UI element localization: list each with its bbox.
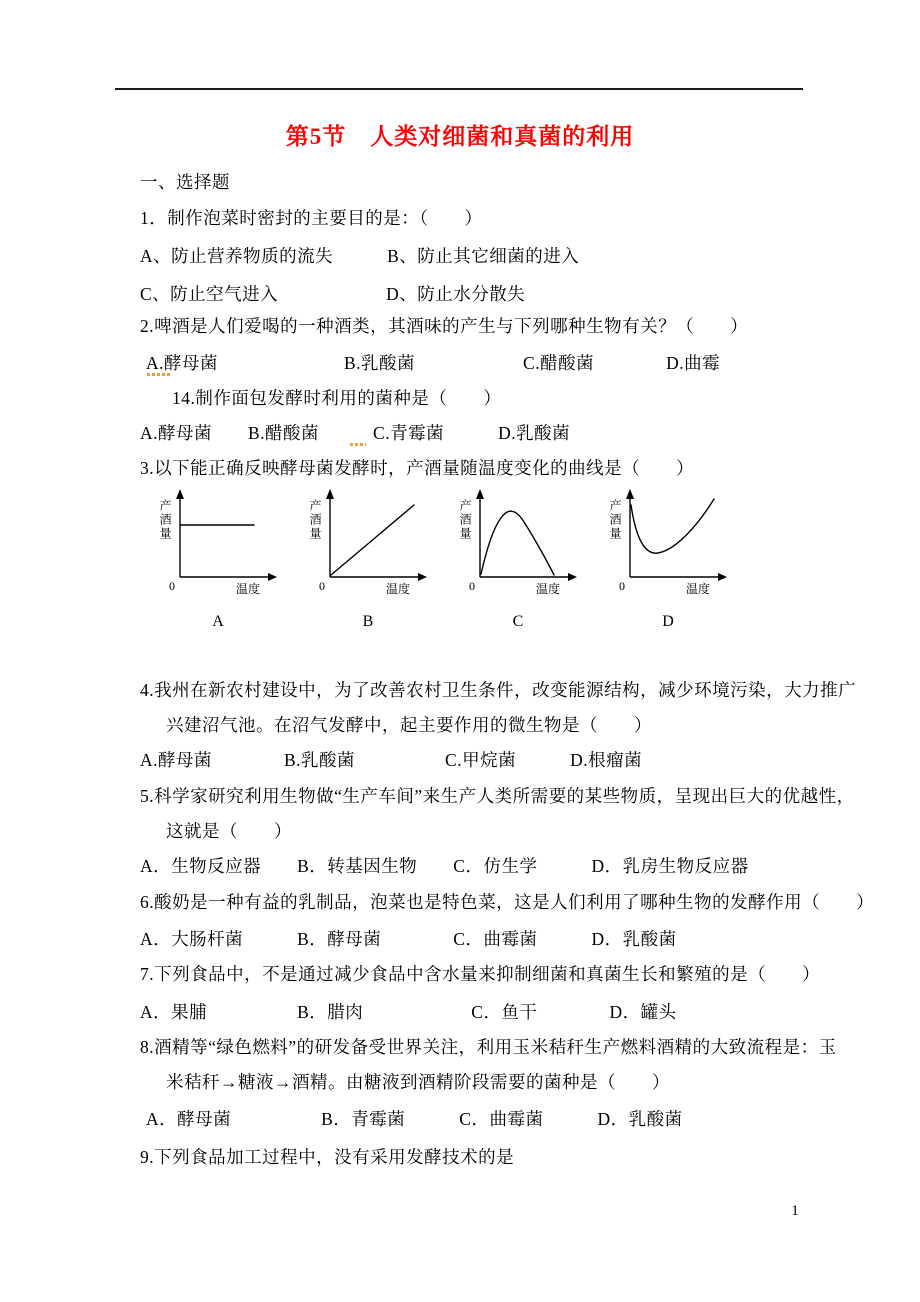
question-6-options: A．大肠杆菌 B．酵母菌 C．曲霉菌 D．乳酸菌: [140, 929, 677, 949]
question-14: 14.制作面包发酵时利用的菌种是（ ）: [172, 388, 502, 408]
x-axis-title: 温度: [686, 582, 711, 596]
spellcheck-underline: [147, 373, 171, 376]
origin-label: 0: [619, 579, 625, 593]
chart-option-c: [450, 487, 586, 637]
y-axis-label: 产酒量: [458, 499, 472, 541]
x-axis-title: 温度: [536, 582, 561, 596]
chart-letter: A: [212, 613, 224, 630]
question-2-options: A.酵母菌 B.乳酸菌 C.醋酸菌 D.曲霉: [146, 353, 721, 373]
section-header: 一、选择题: [140, 172, 230, 192]
question-4-line1: 4.我州在新农村建设中，为了改善农村卫生条件，改变能源结构，减少环境污染，大力推广: [140, 680, 857, 700]
question-4-line2: 兴建沼气池。在沼气发酵中，起主要作用的微生物是（ ）: [166, 715, 652, 735]
y-axis-arrow-icon: [176, 489, 184, 499]
y-axis-arrow-icon: [476, 489, 484, 499]
x-axis-arrow-icon: [718, 573, 727, 581]
x-axis-arrow-icon: [568, 573, 577, 581]
chart-letter: C: [512, 613, 524, 630]
curve-d: [631, 499, 714, 553]
curve-b: [331, 505, 414, 575]
y-axis-label: 产酒量: [308, 499, 322, 541]
x-axis-title: 温度: [386, 582, 411, 596]
y-axis-arrow-icon: [326, 489, 334, 499]
curve-c: [481, 511, 554, 575]
question-1-options-ab: A、防止营养物质的流失 B、防止其它细菌的进入: [140, 246, 580, 266]
question-3: 3.以下能正确反映酵母菌发酵时，产酒量随温度变化的曲线是（ ）: [140, 458, 695, 478]
question-7-options: A．果脯 B．腊肉 C．鱼干 D．罐头: [140, 1002, 677, 1022]
question-7: 7.下列食品中，不是通过减少食品中含水量来抑制细菌和真菌生长和繁殖的是（ ）: [140, 964, 821, 984]
question-8-options: A．酵母菌 B．青霉菌 C．曲霉菌 D．乳酸菌: [146, 1109, 683, 1129]
question-14-options: A.酵母菌 B.醋酸菌 C.青霉菌 D.乳酸菌: [140, 423, 571, 443]
x-axis-title: 温度: [236, 582, 261, 596]
question-3-option-charts: [150, 487, 736, 637]
origin-label: 0: [319, 579, 325, 593]
question-5-line1: 5.科学家研究利用生物做“生产车间”来生产人类所需要的某些物质，呈现出巨大的优越性，: [140, 786, 855, 806]
x-axis-arrow-icon: [418, 573, 427, 581]
chart-letter: B: [362, 613, 374, 630]
spellcheck-underline: [350, 443, 366, 446]
question-8-line1: 8.酒精等“绿色燃料”的研发备受世界关注，利用玉米秸秆生产燃料酒精的大致流程是：玉: [140, 1037, 837, 1057]
chart-option-a: [150, 487, 286, 637]
origin-label: 0: [469, 579, 475, 593]
question-9: 9.下列食品加工过程中，没有采用发酵技术的是: [140, 1147, 515, 1167]
question-2: 2.啤酒是人们爱喝的一种酒类，其酒味的产生与下列哪种生物有关？（ ）: [140, 316, 749, 336]
question-5-line2: 这就是（ ）: [166, 821, 292, 841]
question-1-options-cd: C、防止空气进入 D、防止水分散失: [140, 284, 526, 304]
chart-option-d: [600, 487, 736, 637]
page-number: 1: [791, 1203, 799, 1219]
x-axis-arrow-icon: [268, 573, 277, 581]
chart-option-b: [300, 487, 436, 637]
header-rule: [115, 88, 803, 90]
question-6: 6.酸奶是一种有益的乳制品，泡菜也是特色菜，这是人们利用了哪种生物的发酵作用（ ）: [140, 892, 875, 912]
question-1: 1．制作泡菜时密封的主要目的是：（ ）: [140, 208, 483, 228]
y-axis-label: 产酒量: [158, 499, 172, 541]
question-4-options: A.酵母菌 B.乳酸菌 C.甲烷菌 D.根瘤菌: [140, 750, 643, 770]
page-title: 第5节 人类对细菌和真菌的利用: [285, 124, 635, 149]
origin-label: 0: [169, 579, 175, 593]
y-axis-arrow-icon: [626, 489, 634, 499]
y-axis-label: 产酒量: [608, 499, 622, 541]
chart-letter: D: [662, 613, 674, 630]
question-8-line2: 米秸秆→糖液→酒精。由糖液到酒精阶段需要的菌种是（ ）: [166, 1072, 670, 1092]
question-5-options: A．生物反应器 B．转基因生物 C．仿生学 D．乳房生物反应器: [140, 856, 749, 876]
